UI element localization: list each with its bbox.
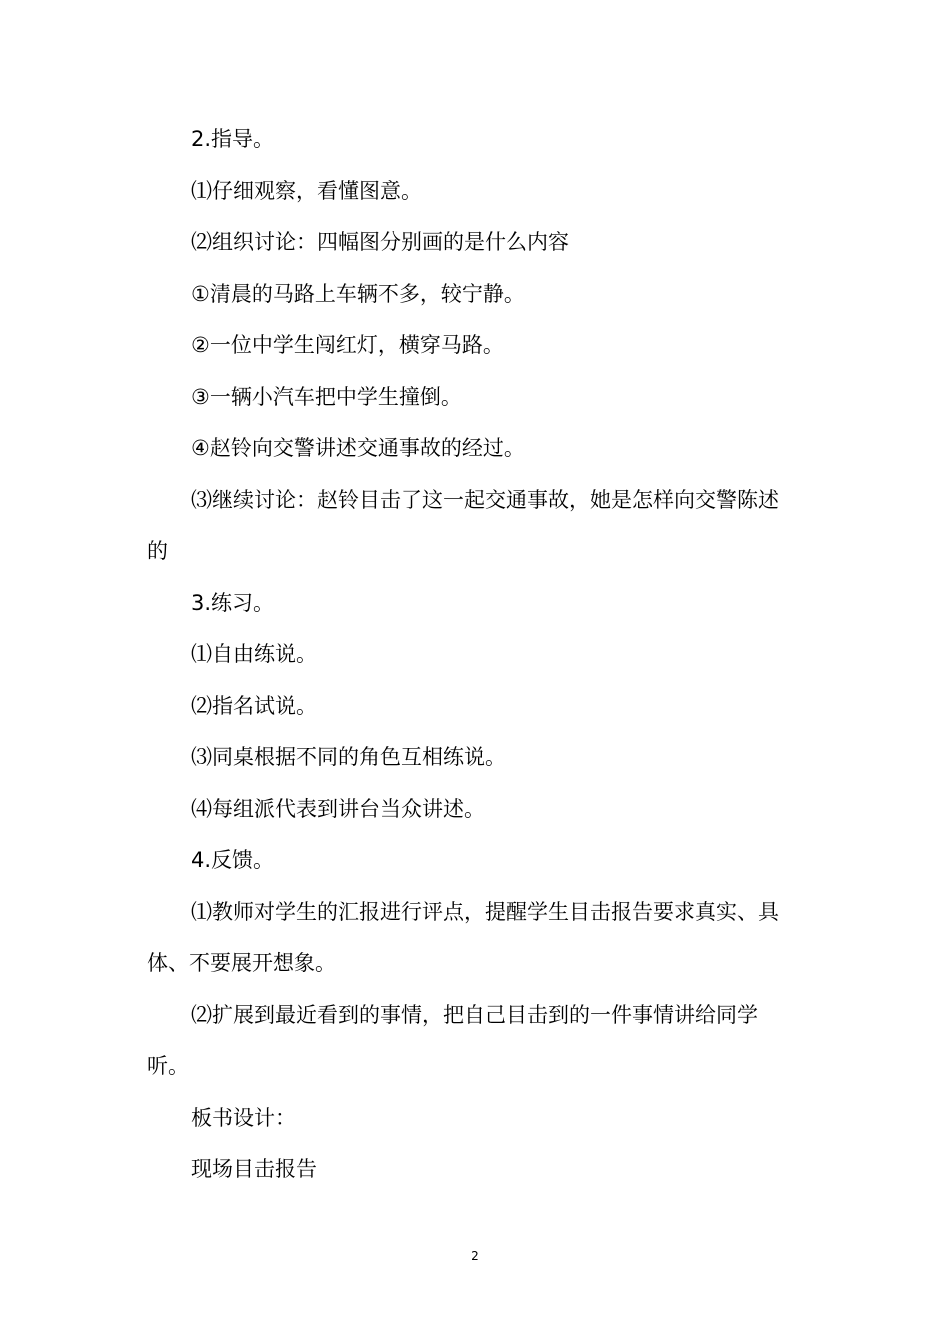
paragraph-group-present: ⑷每组派代表到讲台当众讲述。 xyxy=(191,796,485,821)
page-number: 2 xyxy=(471,1249,479,1263)
paragraph-board-design: 板书设计： xyxy=(191,1105,296,1130)
paragraph-feedback-heading: 4.反馈。 xyxy=(191,848,275,872)
document-body xyxy=(147,114,797,1196)
paragraph-discuss: ⑵组织讨论：四幅图分别画的是什么内容 xyxy=(191,230,569,254)
paragraph-observe: ⑴仔细观察，看懂图意。 xyxy=(191,178,422,203)
paragraph-picture-4: ④赵铃向交警讲述交通事故的经过。 xyxy=(191,436,525,460)
paragraph-picture-2: ②一位中学生闯红灯，横穿马路。 xyxy=(191,333,504,357)
paragraph-teacher-review: ⑴教师对学生的汇报进行评点，提醒学生目击报告要求真实、具体、不要展开想象。 xyxy=(147,899,779,975)
paragraph-named-practice: ⑵指名试说。 xyxy=(191,693,317,718)
paragraph-practice-heading: 3.练习。 xyxy=(191,590,275,615)
paragraph-role-practice: ⑶同桌根据不同的角色互相练说。 xyxy=(191,745,506,769)
paragraph-extension: ⑵扩展到最近看到的事情，把自己目击到的一件事情讲给同学听。 xyxy=(147,1002,758,1078)
paragraph-picture-1: ①清晨的马路上车辆不多，较宁静。 xyxy=(191,281,525,306)
paragraph-board-title: 现场目击报告 xyxy=(191,1157,317,1181)
paragraph-guidance-heading: 2.指导。 xyxy=(191,127,275,151)
paragraph-free-practice: ⑴自由练说。 xyxy=(191,642,317,666)
paragraph-picture-3: ③一辆小汽车把中学生撞倒。 xyxy=(191,384,462,409)
paragraph-continue-discuss: ⑶继续讨论：赵铃目击了这一起交通事故，她是怎样向交警陈述的 xyxy=(147,487,779,563)
